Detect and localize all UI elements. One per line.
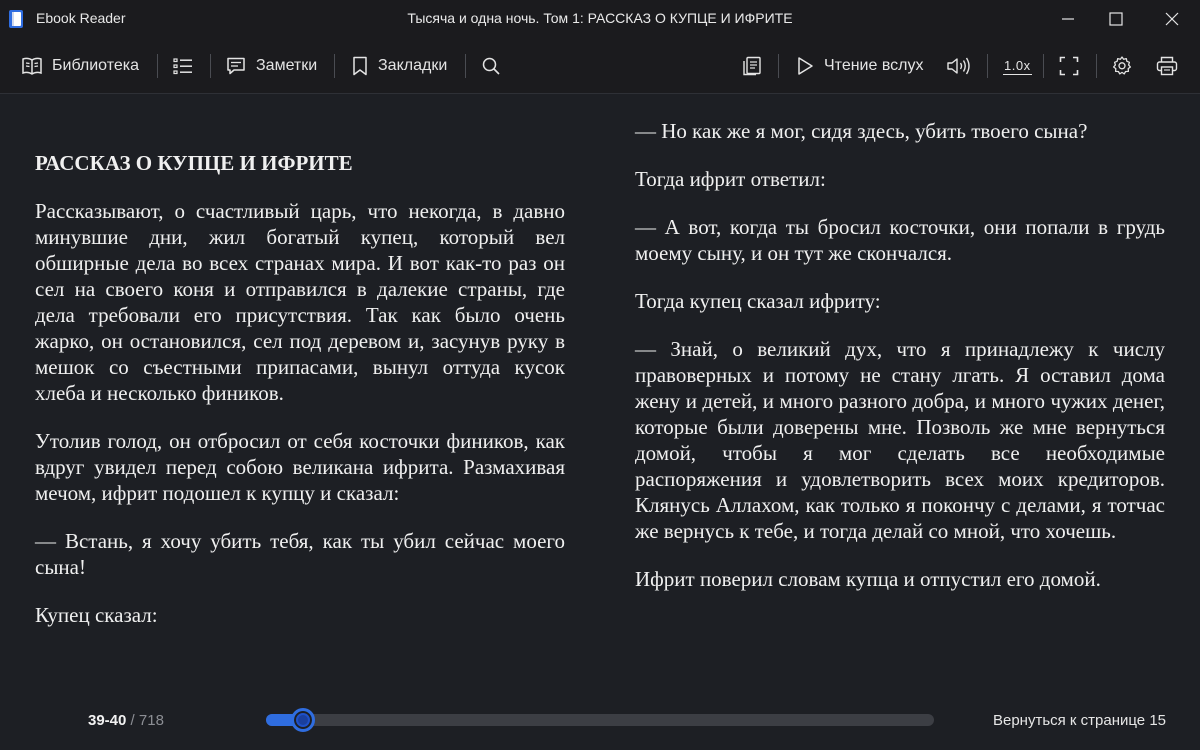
paragraph: — Знай, о великий дух, что я принадлежу к числу правоверных и потому не стану лгать. Я оставил дома жену и детей, и много разного добра, и много чужих денег, которые были доверены мне. Позволь же мне вернуться домой, чтобы я мог сделать все необходимые распоряжения и удовлетворить всех моих кредиторов. Клянусь Аллахом, как только я покончу с делами, я тотчас же вернусь к тебе, и тогда делай со мной, что хочешь.: [635, 337, 1165, 543]
paragraph: Тогда ифрит ответил:: [635, 167, 826, 191]
toolbar-divider: [987, 54, 988, 78]
minimize-button[interactable]: [1048, 4, 1088, 34]
document-title: Тысяча и одна ночь. Том 1: РАССКАЗ О КУПЦЕ И ИФРИТЕ: [407, 10, 793, 26]
list-icon: [173, 57, 193, 75]
paragraph: Рассказывают, о счастливый царь, что некогда, в давно минувшие дни, жил богатый купец, который вел обширные дела во всех странах мира. И вот как-то раз он сел на своего коня и отправился в далекие страны, где дела требовали его присутствия. Так как было очень жарко, он остановился, сел под деревом и, засунув руку в мешок со съестными припасами, вынул оттуда кусок хлеба и несколько фиников.: [35, 199, 565, 405]
page-indicator: [88, 712, 164, 729]
volume-button[interactable]: [946, 38, 972, 94]
speaker-icon: [946, 56, 972, 76]
notes-label: Заметки: [256, 57, 318, 74]
settings-button[interactable]: [1112, 38, 1132, 94]
toolbar-divider: [778, 54, 779, 78]
fullscreen-icon: [1059, 56, 1079, 76]
current-pages: 39-40: [88, 712, 127, 729]
notes-button[interactable]: [226, 38, 317, 94]
book-view-icon: [742, 56, 762, 76]
paragraph: — Встань, я хочу убить тебя, как ты убил сейчас моего сына!: [35, 529, 565, 579]
paragraph: Тогда купец сказал ифриту:: [635, 289, 881, 313]
library-label: Библиотека: [52, 57, 139, 74]
right-page: [635, 94, 1165, 694]
search-button[interactable]: [482, 38, 500, 94]
toolbar-divider: [210, 54, 211, 78]
printer-icon: [1156, 56, 1178, 76]
page-slider[interactable]: [266, 714, 934, 726]
speed-label: 1.0x: [1004, 57, 1031, 73]
open-book-icon: [22, 57, 42, 75]
paragraph: — А вот, когда ты бросил косточки, они попали в грудь моему сыну, и он тут же скончался.: [635, 215, 1165, 265]
reading-mode-button[interactable]: [742, 38, 762, 94]
toolbar-divider: [157, 54, 158, 78]
toolbar-divider: [334, 54, 335, 78]
footer-bar: [0, 700, 1200, 744]
paragraph: Ифрит поверил словам купца и отпустил его домой.: [635, 567, 1101, 591]
close-button[interactable]: [1152, 4, 1192, 34]
toolbar: [0, 38, 1200, 94]
gear-icon: [1112, 56, 1132, 76]
return-to-page-link[interactable]: Вернуться к странице 15: [992, 712, 1166, 729]
paragraph: — Но как же я мог, сидя здесь, убить твоего сына?: [635, 119, 1088, 143]
fullscreen-button[interactable]: [1059, 38, 1079, 94]
play-icon: [796, 56, 814, 76]
paragraph: Утолив голод, он отбросил от себя косточки фиников, как вдруг увидел перед собою великана ифрита. Размахивая мечом, ифрит подошел к купцу и сказал:: [35, 429, 565, 505]
page-slider-thumb[interactable]: [291, 708, 315, 732]
read-aloud-button[interactable]: [796, 38, 923, 94]
left-page: [35, 94, 565, 694]
app-name: Ebook Reader: [36, 10, 126, 26]
library-button[interactable]: [22, 38, 139, 94]
toolbar-divider: [1043, 54, 1044, 78]
speed-button[interactable]: [1003, 38, 1032, 94]
note-comment-icon: [226, 57, 246, 75]
toolbar-divider: [465, 54, 466, 78]
page-separator: /: [130, 712, 135, 729]
bookmark-icon: [352, 56, 368, 76]
close-icon: [1165, 12, 1179, 26]
contents-button[interactable]: [173, 38, 193, 94]
paragraph: Купец сказал:: [35, 603, 158, 627]
minimize-icon: [1061, 12, 1075, 26]
read-aloud-label: Чтение вслух: [824, 57, 924, 74]
chapter-title: РАССКАЗ О КУПЦЕ И ИФРИТЕ: [35, 151, 353, 175]
bookmarks-button[interactable]: [352, 38, 447, 94]
print-button[interactable]: [1156, 38, 1178, 94]
maximize-button[interactable]: [1096, 4, 1136, 34]
total-pages: 718: [138, 712, 164, 729]
toolbar-divider: [1096, 54, 1097, 78]
title-bar: [0, 0, 1200, 38]
maximize-icon: [1109, 12, 1123, 26]
search-icon: [482, 57, 500, 75]
bookmarks-label: Закладки: [378, 57, 448, 74]
